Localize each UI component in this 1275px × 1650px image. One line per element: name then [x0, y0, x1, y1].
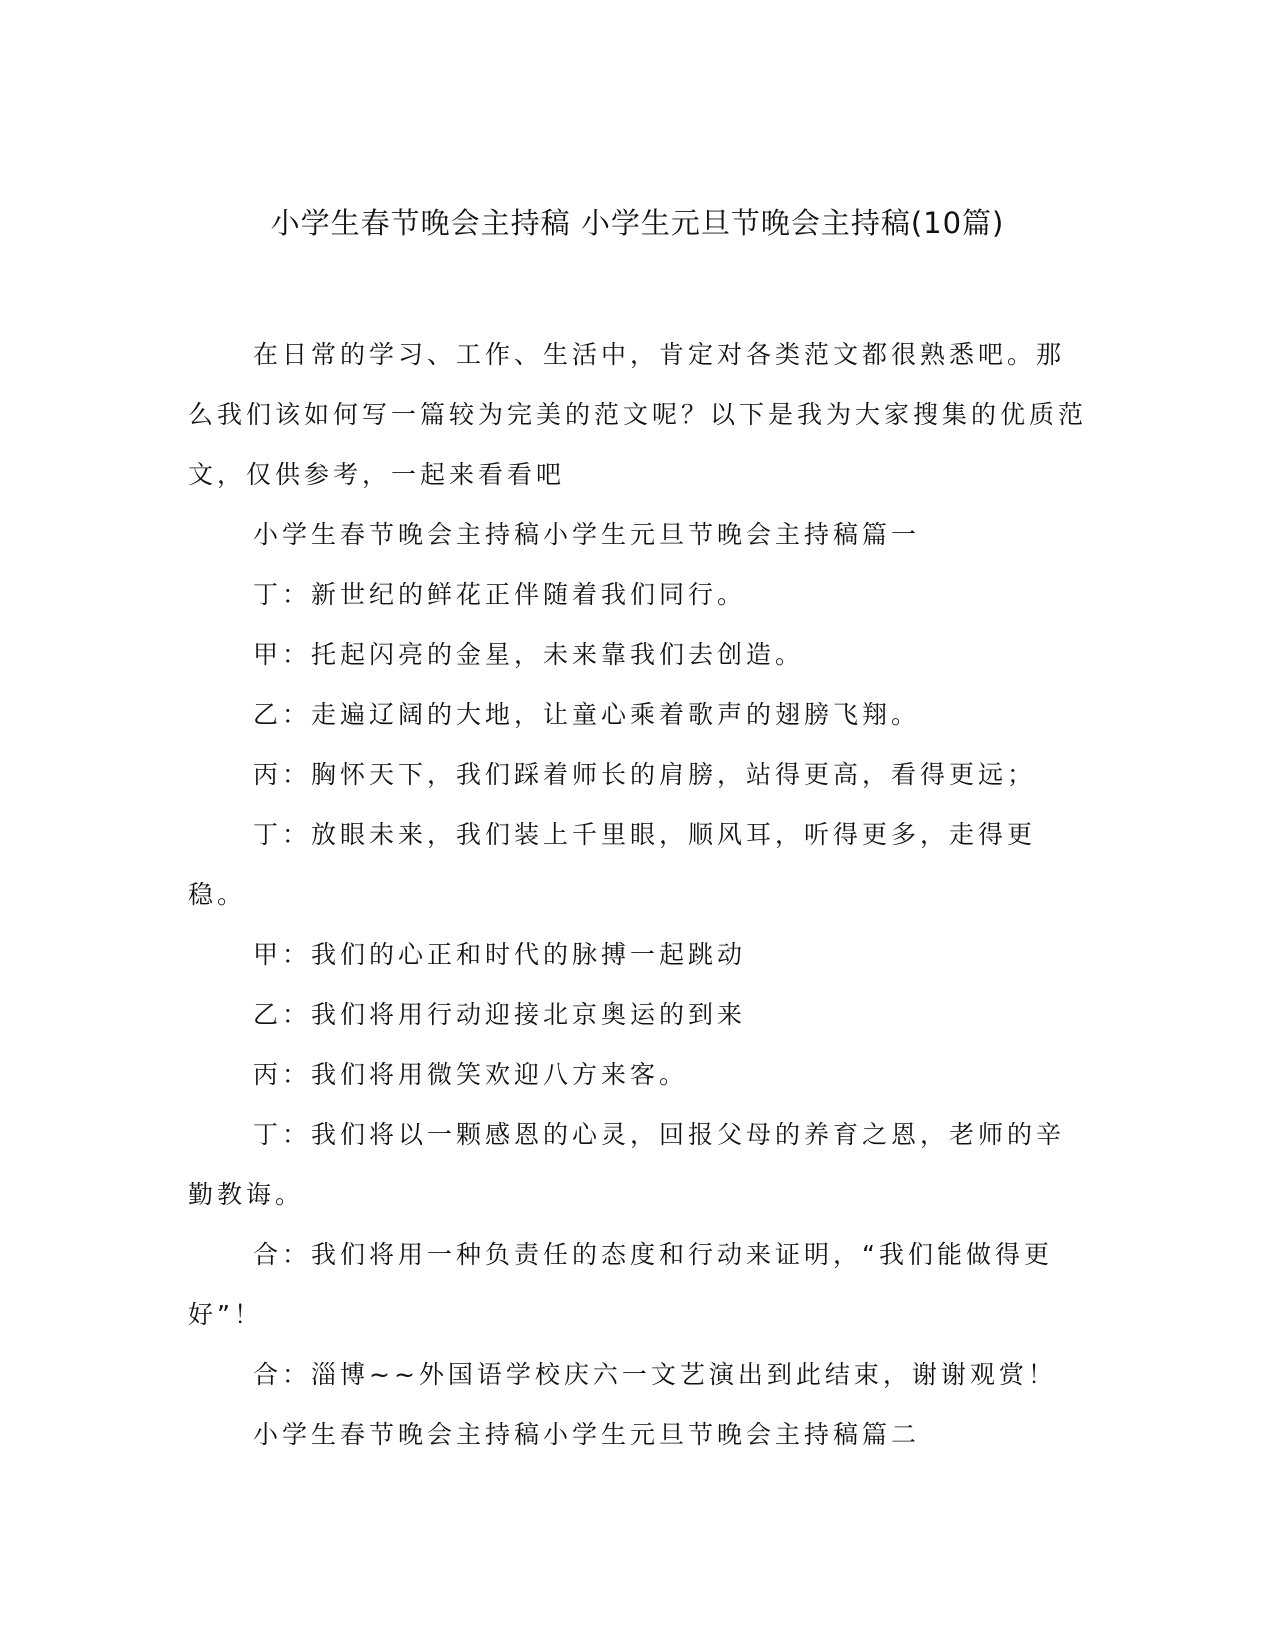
dialogue-line: 丁：放眼未来，我们装上千里眼，顺风耳，听得更多，走得更稳。: [188, 820, 1037, 909]
dialogue-line: 丙：胸怀天下，我们踩着师长的肩膀，站得更高，看得更远；: [253, 760, 1037, 789]
dialogue-line: 合：淄博~~外国语学校庆六一文艺演出到此结束，谢谢观赏！: [253, 1360, 1057, 1389]
section-heading: 小学生春节晚会主持稿小学生元旦节晚会主持稿篇一: [253, 520, 921, 549]
dialogue-line: 丁：新世纪的鲜花正伴随着我们同行。: [253, 580, 747, 609]
dialogue-line: 甲：托起闪亮的金星，未来靠我们去创造。: [253, 640, 805, 669]
dialogue-line: 乙：我们将用行动迎接北京奥运的到来: [253, 1000, 747, 1029]
dialogue-line: 丁：我们将以一颗感恩的心灵，回报父母的养育之恩，老师的辛勤教诲。: [188, 1120, 1066, 1209]
dialogue-line: 乙：走遍辽阔的大地，让童心乘着歌声的翅膀飞翔。: [253, 700, 921, 729]
dialogue-line: 甲：我们的心正和时代的脉搏一起跳动: [253, 940, 747, 969]
section-heading: 小学生春节晚会主持稿小学生元旦节晚会主持稿篇二: [253, 1420, 921, 1449]
dialogue-line: 丙：我们将用微笑欢迎八方来客。: [253, 1060, 689, 1089]
dialogue-line: 合：我们将用一种负责任的态度和行动来证明，“我们能做得更好”！: [188, 1240, 1053, 1329]
document-body: [188, 325, 1088, 1465]
intro-paragraph: 在日常的学习、工作、生活中，肯定对各类范文都很熟悉吧。那么我们该如何写一篇较为完美的范文呢？以下是我为大家搜集的优质范文，仅供参考，一起来看看吧: [188, 340, 1088, 489]
document-title: 小学生春节晚会主持稿 小学生元旦节晚会主持稿(10篇): [270, 206, 1005, 240]
